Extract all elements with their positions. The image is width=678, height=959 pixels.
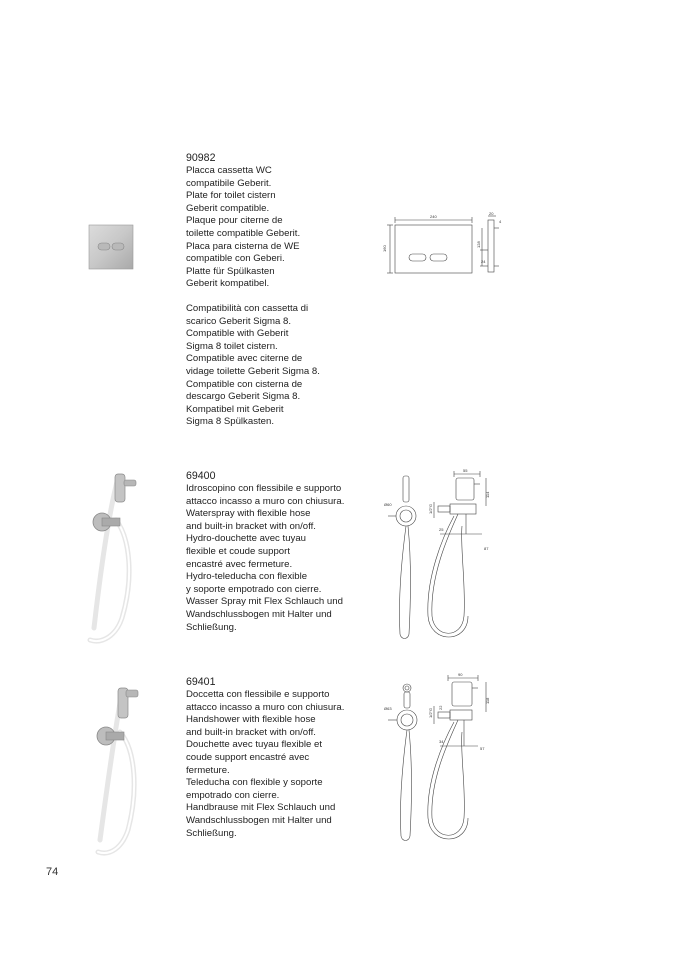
waterspray-photo: [72, 468, 152, 648]
description-paragraph-1: Placca cassetta WC compatibile Geberit. Plate for toilet cistern Geberit compatible. Plaque pour citerne de toilette compatible Geberit. Placa para cisterna de WE compatible con Geberi. Platte für Spülkasten Geberit kompatibel.: [186, 165, 301, 290]
dim-thread-label: 1/2"G: [428, 707, 433, 718]
product-code: 69400: [186, 470, 216, 482]
dim-side-label: 24: [481, 259, 486, 264]
dim-width-label: 55: [463, 468, 468, 473]
handshower-drawing: [378, 668, 508, 844]
dim-height-label: 160: [382, 245, 387, 252]
waterspray-drawing: [378, 466, 508, 642]
dim-width-label: 90: [458, 672, 463, 677]
handshower-photo: [78, 680, 156, 860]
dim-inner-label: 128: [476, 241, 481, 248]
dim-offset-label: 34: [439, 739, 444, 744]
dim-edge-label: 4: [499, 219, 502, 224]
description-paragraph-1: Doccetta con flessibile e supporto attacco incasso a muro con chiusura. Handshower with flexible hose and built-in bracket with on/off. Douchette avec tuyau flexible et coude support encastré avec fermeture. Teleducha con flexible y soporte empotrado con cierre. Handbrause mit Flex Schlauch und Wandschlussbogen mit Halter und Schließung.: [186, 689, 345, 839]
dim-bottom-label: 57: [480, 746, 485, 751]
product-text: [186, 470, 356, 634]
dim-height-label: 114: [485, 491, 490, 498]
dim-offset-label: 25: [439, 527, 444, 532]
dim-depth-label: 20: [489, 211, 494, 216]
description-paragraph-1: Idroscopino con flessibile e supporto attacco incasso a muro con chiusura. Waterspray with flexible hose and built-in bracket with on/off. Hydro-douchette avec tuyau flexible et coude support encastré avec fermeture. Hydro-teleducha con flexible y soporte empotrado con cierre. Wasser Spray mit Flex Schlauch und Wandschlussbogen mit Halter und Schließung.: [186, 483, 345, 633]
dim-thread-label: 1/2"G: [428, 503, 433, 514]
dim-inner-label: 22: [438, 705, 443, 710]
dim-bottom-label: 87: [484, 546, 489, 551]
description-paragraph-2: Compatibilità con cassetta di scarico Geberit Sigma 8. Compatible with Geberit Sigma 8 toilet cistern. Compatible avec citerne de vidage toilette Geberit Sigma 8. Compatible con cisterna de descargo Geberit Sigma 8. Kompatibel mit Geberit Sigma 8 Spülkasten.: [186, 302, 320, 428]
product-text: [186, 152, 356, 429]
dim-diameter-label: Ø60: [384, 502, 392, 507]
product-code: 69401: [186, 676, 216, 688]
page-number: 74: [46, 866, 59, 878]
flush-plate-photo: [86, 222, 136, 272]
dim-diameter-label: Ø63: [384, 706, 392, 711]
flush-plate-drawing: [378, 208, 508, 278]
product-text: [186, 676, 356, 840]
dim-width-label: 240: [430, 214, 437, 219]
dim-height-label: 118: [485, 697, 490, 704]
product-code: 90982: [186, 152, 216, 164]
